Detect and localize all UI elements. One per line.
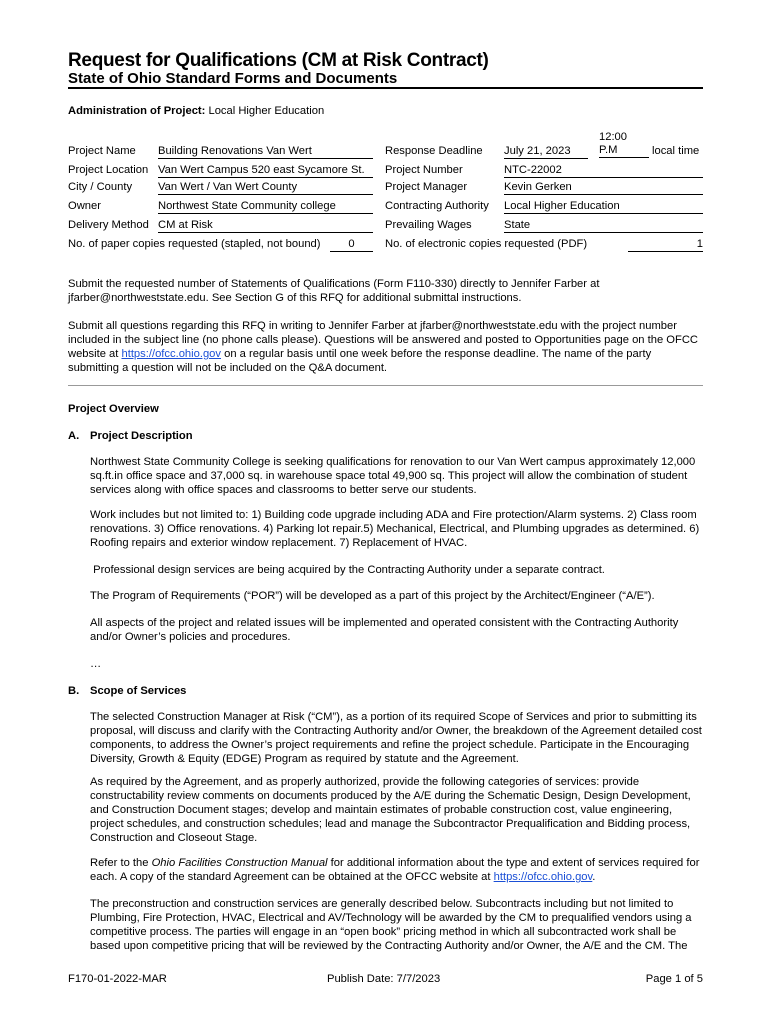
project-manager-label: Project Manager xyxy=(385,181,468,193)
owner-label: Owner xyxy=(68,200,101,212)
section-a-heading: Project Description xyxy=(90,430,193,442)
section-a-p2: Work includes but not limited to: 1) Building code upgrade including ADA and Fire protection/Alarm systems. 2) Class room renovations. 3) Office renovations. 4) Parking lot repair.5) Mechanical, Electrical, and Plumbing upgrades as determined. 6) Roofing repairs and exterior window replacement. 7) Replacement of HVAC. xyxy=(90,509,700,549)
section-a-p4: The Program of Requirements (“POR”) will be developed as a part of this project by the Architect/Engineer (“A/E”). xyxy=(90,590,655,602)
footer-publish-date: Publish Date: 7/7/2023 xyxy=(327,973,441,985)
project-name-value: Building Renovations Van Wert xyxy=(158,144,373,159)
section-b-p4: The preconstruction and construction services are generally described below. Subcontracts including but not limited to Plumbing, Fire Protection, HVAC, Electrical and AV/Technology will be awarded by the CM to prequalified vendors using a competitive process. The parties will engage in an “open book” pricing method in which all subcontracted work shall be based upon competitive pricing that will be reviewed by the Contracting Authority and/or Owner, the A/E and the CM. The xyxy=(90,898,692,952)
document-title: Request for Qualifications (CM at Risk Contract) xyxy=(68,50,489,71)
response-deadline-ampm: P.M xyxy=(599,144,649,158)
response-deadline-suffix: local time xyxy=(652,145,700,157)
section-a-p5: All aspects of the project and related issues will be implemented and operated consistent with the Contracting Authority and/or Owner’s policies and procedures. xyxy=(90,617,679,643)
footer-form-id: F170-01-2022-MAR xyxy=(68,973,167,985)
section-b-p1: The selected Construction Manager at Risk (“CM”), as a portion of its required Scope of Services and prior to submitting its proposal, will discuss and clarify with the Contracting Authority and/or Owner, the breakdown of the Agreement detailed cost components, to address the Owner’s project requirements and refine the project schedule. Participate in the Encouraging Diversity, Growth & Equity (EDGE) Program as required by statute and the Agreement. xyxy=(90,711,702,765)
section-a-ellipsis: … xyxy=(90,658,102,670)
footer-page-number: Page 1 of 5 xyxy=(645,973,703,985)
electronic-copies-value: 1 xyxy=(628,237,703,252)
section-b-p3-after: . xyxy=(592,871,596,883)
section-b-letter: B. xyxy=(68,685,80,697)
header-rule xyxy=(68,87,703,89)
section-b-p2: As required by the Agreement, and as properly authorized, provide the following categories of services: provide constructability review comments on documents produced by the A/E during the Schematic Design, Design Development, and Construction Document stages; develop and maintain estimates of probable construction cost, value engineering, project schedules, and construction schedules; lead and manage the Subcontractor Prequalification and Bidding process, Construction and Closeout Stage. xyxy=(90,776,691,844)
ofcm-title: Ohio Facilities Construction Manual xyxy=(151,857,328,869)
delivery-method-value: CM at Risk xyxy=(158,218,373,233)
section-b-p3-middle: for additional information about the type and extent of services required for each. A copy of the standard Agreement can be obtained at the OFCC website at xyxy=(90,857,700,883)
project-location-value: Van Wert Campus 520 east Sycamore St. xyxy=(158,163,373,178)
section-b-heading: Scope of Services xyxy=(90,685,187,697)
section-a-letter: A. xyxy=(68,430,80,442)
delivery-method-label: Delivery Method xyxy=(68,219,149,231)
city-county-label: City / County xyxy=(68,181,133,193)
questions-paragraph xyxy=(68,319,703,375)
city-county-value: Van Wert / Van Wert County xyxy=(158,180,373,195)
response-deadline-time xyxy=(599,131,649,158)
owner-value: Northwest State Community college xyxy=(158,199,373,214)
project-number-value: NTC-22002 xyxy=(504,163,703,178)
section-b-p3 xyxy=(90,856,703,884)
project-name-label: Project Name xyxy=(68,145,136,157)
questions-text-before: Submit all questions regarding this RFQ in writing to Jennifer Farber at jfarber@northweststate.edu with the project number included in the subject line (no phone calls please). Questions will be answered and posted to Opportunities page on the OFCC website at xyxy=(68,320,698,360)
prevailing-wages-value: State xyxy=(504,218,703,233)
administration-label: Administration of Project: xyxy=(68,105,206,117)
submit-paragraph: Submit the requested number of Statements of Qualifications (Form F110-330) directly to Jennifer Farber at jfarber@northweststate.edu. See Section G of this RFQ for additional submittal instructions. xyxy=(68,278,600,304)
section-divider xyxy=(68,385,703,386)
overview-heading: Project Overview xyxy=(68,403,159,415)
paper-copies-label: No. of paper copies requested (stapled, not bound) xyxy=(68,238,321,250)
paper-copies-value: 0 xyxy=(330,237,373,252)
section-b-p3-before: Refer to the xyxy=(90,857,152,869)
administration-value: Local Higher Education xyxy=(208,105,325,117)
section-a-p1: Northwest State Community College is seeking qualifications for renovation to our Van Wert campus approximately 12,000 sq.ft.in office space and 37,000 sq. in warehouse space total 49,900 sq. This project will allow the combination of student services along with office spaces and classrooms to better serve our students. xyxy=(90,456,696,496)
project-location-label: Project Location xyxy=(68,164,149,176)
contracting-authority-value: Local Higher Education xyxy=(504,199,703,214)
project-number-label: Project Number xyxy=(385,164,463,176)
prevailing-wages-label: Prevailing Wages xyxy=(385,219,472,231)
contracting-authority-label: Contracting Authority xyxy=(385,200,489,212)
questions-text-after: on a regular basis until one week before the response deadline. The name of the party submitting a question will not be included on the Q&A document. xyxy=(68,348,652,374)
response-deadline-date: July 21, 2023 xyxy=(504,144,588,159)
document-subtitle: State of Ohio Standard Forms and Documents xyxy=(68,70,398,87)
ofcc-link[interactable]: https://ofcc.ohio.gov xyxy=(121,348,221,360)
electronic-copies-label: No. of electronic copies requested (PDF) xyxy=(385,238,588,250)
administration-line xyxy=(68,104,324,118)
section-a-p3: Professional design services are being acquired by the Contracting Authority under a separate contract. xyxy=(90,564,605,576)
ofcc-agreement-link[interactable]: https://ofcc.ohio.gov xyxy=(493,871,593,883)
response-deadline-label: Response Deadline xyxy=(385,145,483,157)
project-manager-value: Kevin Gerken xyxy=(504,180,703,195)
response-deadline-hour: 12:00 xyxy=(599,131,627,143)
